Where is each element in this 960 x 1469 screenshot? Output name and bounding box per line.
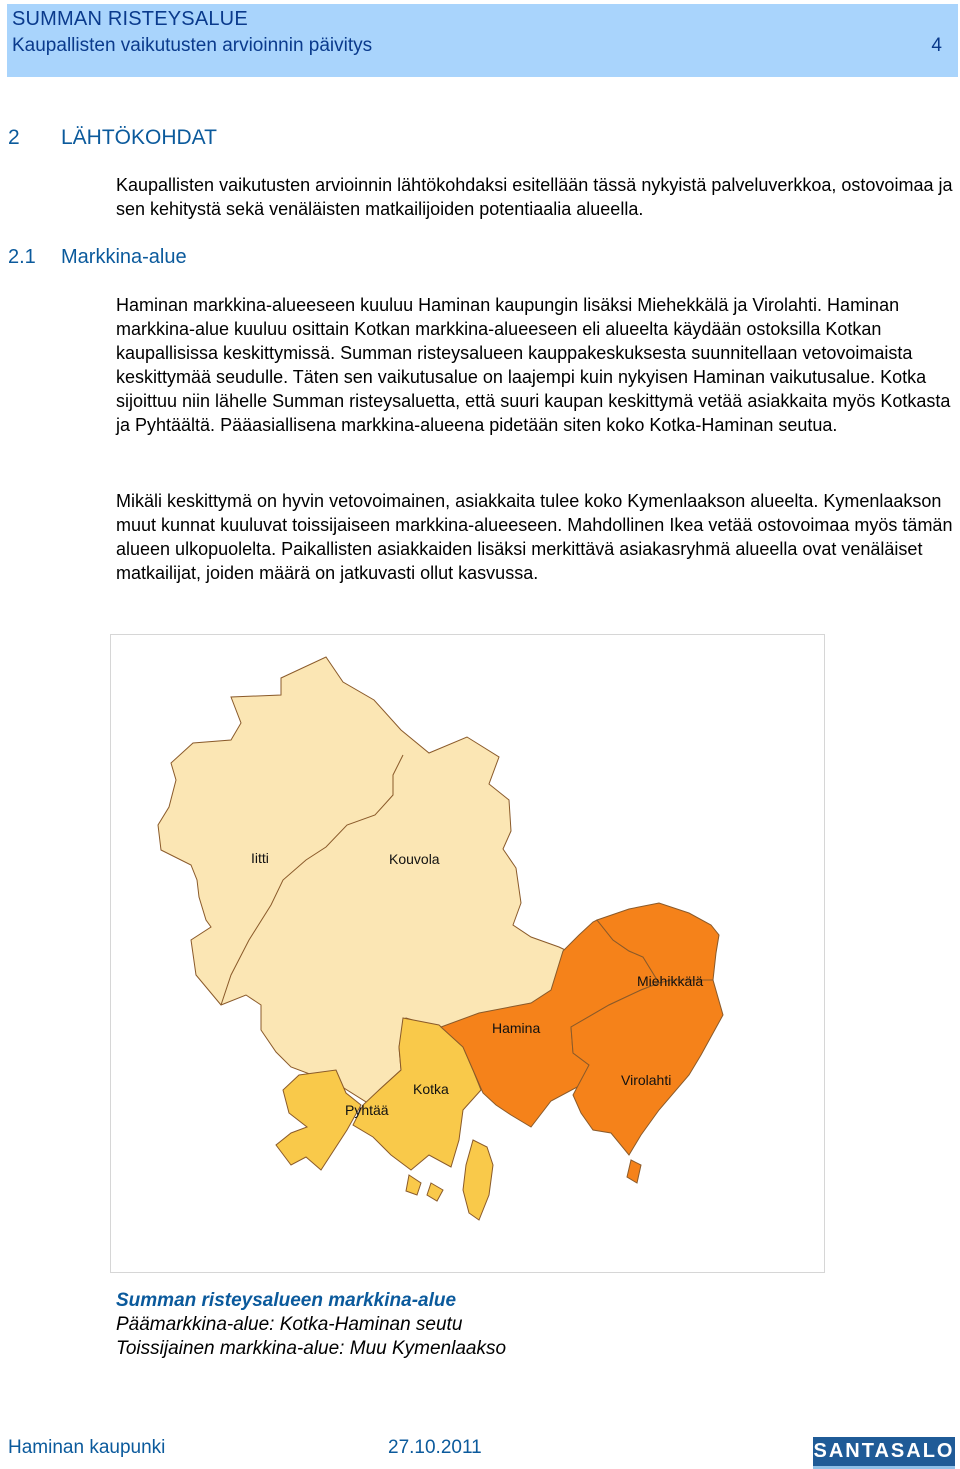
- label-iitti: Iitti: [251, 850, 269, 866]
- document-title: SUMMAN RISTEYSALUE: [12, 8, 248, 30]
- paragraph-text: Mikäli keskittymä on hyvin vetovoimainen, asiakkaita tulee koko Kymenlaakson alueelta. Kymenlaakson muut kunnat kuuluvat toissijaiseen markkina-alueeseen. Mahdollinen Ikea vetää ostovoimaa myös tämän alueen ulkopuolelta. Paikallisten asiakkaiden lisäksi merkittävä asiakasryhmä alueella ovat venäläiset matkailijat, joiden määrä on jatkuvasti ollut kasvussa.: [116, 491, 953, 583]
- label-hamina: Hamina: [492, 1020, 541, 1036]
- label-kotka: Kotka: [413, 1081, 449, 1097]
- caption-line-secondary: Toissijainen markkina-alue: Muu Kymenlaakso: [116, 1338, 507, 1359]
- document-subtitle: Kaupallisten vaikutusten arvioinnin päivitys: [12, 35, 373, 56]
- paragraph-text: Haminan markkina-alueeseen kuuluu Haminan kaupungin lisäksi Miehekkälä ja Virolahti. Haminan markkina-alue kuuluu osittain Kotkan markkina-alueeseen eli alueelta käydään ostoksilla Kotkan kaupallisissa keskittymissä. Summan risteysalueen kauppakeskuksesta suunnitellaan vetovoimaista keskittymää seudulle. Täten sen vaikutusalue on laajempi kuin nykyisen Haminan vaikutusalue. Kotka sijoittuu niin lähelle Summan risteysaluetta, että suuri kaupan keskittymä vetää asiakkaita myös Kotkasta ja Pyhtäältä. Pääasiallisena markkina-alueena pidetään siten koko Kotka-Haminan seutua.: [116, 295, 951, 435]
- section-number: 2: [8, 126, 20, 149]
- section-title: LÄHTÖKOHDAT: [61, 126, 217, 149]
- caption-title: Summan risteysalueen markkina-alue: [116, 1290, 457, 1311]
- body-paragraph-2: [116, 489, 960, 585]
- label-pyhtaa: Pyhtää: [345, 1102, 389, 1118]
- market-area-map: [110, 634, 825, 1273]
- label-virolahti: Virolahti: [621, 1072, 672, 1088]
- caption-line-primary: Päämarkkina-alue: Kotka-Haminan seutu: [116, 1314, 463, 1335]
- map-caption: [116, 1289, 506, 1361]
- intro-paragraph: [116, 173, 960, 221]
- subsection-number: 2.1: [8, 246, 36, 268]
- island: [427, 1183, 443, 1201]
- santasalo-logo: SANTASALO: [813, 1437, 955, 1469]
- subsection-title: Markkina-alue: [61, 246, 187, 268]
- intro-text: Kaupallisten vaikutusten arvioinnin lähtökohdaksi esitellään tässä nykyistä palveluverkkoa, ostovoimaa ja sen kehitystä sekä venäläisten matkailijoiden potentiaalia alueella.: [116, 175, 953, 219]
- page-header: [7, 4, 958, 77]
- body-paragraph-1: [116, 293, 960, 437]
- footer-organization: Haminan kaupunki: [8, 1437, 166, 1458]
- label-kouvola: Kouvola: [389, 851, 440, 867]
- island: [463, 1140, 493, 1220]
- footer-date: 27.10.2011: [388, 1437, 482, 1458]
- island: [627, 1160, 641, 1183]
- map-svg: [111, 635, 824, 1272]
- label-miehikkala: Miehikkälä: [637, 973, 704, 989]
- page-number: 4: [931, 35, 942, 56]
- island: [406, 1175, 421, 1195]
